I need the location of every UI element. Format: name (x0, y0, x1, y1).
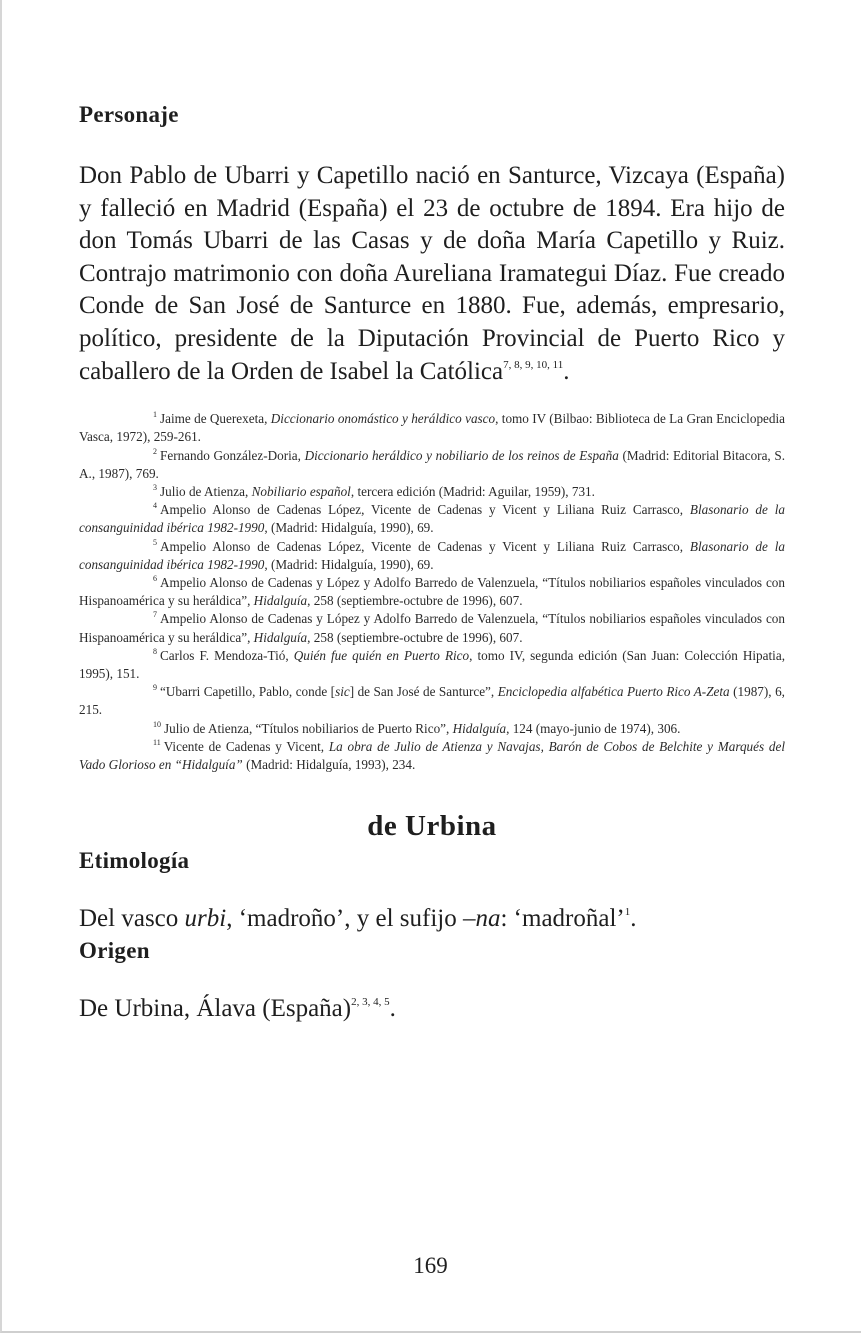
footnote-text: Julio de Atienza, (160, 483, 252, 499)
footnote-title: sic (335, 684, 350, 700)
footnote-number: 11 (153, 737, 161, 747)
footnote-text: “Ubarri Capetillo, Pablo, conde [ (160, 684, 336, 700)
footnote (79, 610, 785, 646)
page-content (79, 100, 785, 1026)
footnote-title: Hidalguía (253, 593, 308, 609)
footnote-text: Fernando González-Doria, (160, 447, 305, 463)
etymology-word: urbi (184, 905, 227, 933)
footnote-text: , (Madrid: Hidalguía, 1990), 69. (264, 556, 434, 572)
footnote-title: Diccionario onomástico y heráldico vasco (270, 411, 496, 427)
etymology-suffix: –na (462, 905, 501, 933)
origin-text: De Urbina, Álava (España) (79, 995, 352, 1023)
etymology-end: . (630, 905, 637, 933)
etymology-text: : ‘madroñal’ (500, 905, 625, 933)
footnote-title: Diccionario heráldico y nobiliario de los reinos de España (304, 447, 619, 463)
footnote-number: 9 (153, 683, 157, 693)
footnote-text: , tomo IV (Bilbao: Biblioteca de La Gran Enciclopedia Vasca, 1972), 259-261. (79, 411, 785, 445)
footnote-number: 3 (153, 482, 157, 492)
footnote-text: Jaime de Querexeta, (160, 411, 271, 427)
footnote-text: , 258 (septiembre-octubre de 1996), 607. (307, 593, 523, 609)
footnote-text: , (Madrid: Hidalguía, 1990), 69. (264, 520, 434, 536)
footnote-title: Blasonario de la consanguinidad ibérica 1982-1990 (79, 538, 785, 572)
footnote-title: Blasonario de la consanguinidad ibérica 1982-1990 (79, 502, 785, 536)
footnote-text: Julio de Atienza, “Títulos nobiliarios de Puerto Rico”, (164, 720, 453, 736)
footnote (79, 738, 785, 774)
footnote-text: , tercera edición (Madrid: Aguilar, 1959), 731. (350, 483, 595, 499)
etymology-text: , ‘madroño’, y el sufijo (226, 905, 463, 933)
footnote-text: , tomo IV, segunda edición (San Juan: Colección Hipatia, 1995), 151. (79, 647, 785, 681)
footnote-title: Nobiliario español (251, 483, 351, 499)
etymology-ref: 1 (624, 906, 631, 919)
origin-end: . (389, 995, 396, 1023)
footnote-number: 6 (153, 573, 157, 583)
footnote-number: 2 (153, 446, 157, 456)
footnote (79, 447, 785, 483)
footnote-text: , 124 (mayo-junio de 1974), 306. (506, 720, 681, 736)
personaje-text: Don Pablo de Ubarri y Capetillo nació en Santurce, Vizcaya (España) y falleció en Madrid (España) el 23 de octubre de 1894. Era hijo de don Tomás Ubarri de las Casas y de doña María Capetillo y Ruiz. Contrajo matrimonio con doña Aureliana Iramategui Díaz. Fue creado Conde de San José de Santurce en 1880. Fue, además, empresario, político, presidente de la Diputación Provincial de Puerto Rico y caballero de la Orden de Isabel la Católica (79, 162, 785, 385)
etymology-line (79, 902, 785, 936)
heading-etimologia: Etimología (79, 848, 190, 874)
footnote-title: Hidalguía (253, 629, 308, 645)
footnote-number: 10 (153, 719, 161, 729)
footnote-text: (1987), 6, 215. (79, 684, 785, 718)
personaje-paragraph (79, 160, 785, 388)
footnote-number: 8 (153, 646, 157, 656)
personaje-refs: 7, 8, 9, 10, 11 (503, 358, 564, 371)
footnote-number: 1 (153, 410, 157, 420)
footnotes (79, 410, 785, 774)
footnote (79, 647, 785, 683)
page-number: 169 (413, 1253, 448, 1278)
footnote-text: Vicente de Cadenas y Vicent, (163, 738, 329, 754)
footnote-text: Carlos F. Mendoza-Tió, (160, 647, 294, 663)
origin-line (79, 992, 785, 1026)
footnote (79, 683, 785, 719)
footnote-number: 5 (153, 537, 157, 547)
origin-refs: 2, 3, 4, 5 (351, 996, 390, 1009)
footnote-text: , 258 (septiembre-octubre de 1996), 607. (307, 629, 523, 645)
footnote (79, 483, 785, 501)
footnote-text: (Madrid: Editorial Bitacora, S. A., 1987), 769. (79, 447, 785, 481)
heading-personaje: Personaje (79, 102, 179, 127)
footnote (79, 574, 785, 610)
personaje-end: . (563, 357, 570, 385)
etymology-text: Del vasco (79, 905, 185, 933)
footnote-title: Enciclopedia alfabética Puerto Rico A-Zeta (497, 684, 730, 700)
footnote-text: Ampelio Alonso de Cadenas y López y Adolfo Barredo de Valenzuela, “Títulos nobiliarios españoles vinculados con Hispanoamérica y su heráldica”, (79, 574, 785, 609)
footnote-title: Hidalguía (452, 720, 507, 736)
footnote-number: 4 (153, 501, 157, 511)
entry-title: de Urbina (367, 810, 497, 843)
footnote-number: 7 (153, 610, 157, 620)
footnote-title: La obra de Julio de Atienza y Navajas, Barón de Cobos de Belchite y Marqués del Vado Glorioso en “Hidalguía” (79, 738, 785, 773)
heading-origen: Origen (79, 938, 150, 964)
footnote-text: Ampelio Alonso de Cadenas López, Vicente de Cadenas y Vicent y Liliana Ruiz Carrasco, (160, 538, 690, 554)
footnote-text: Ampelio Alonso de Cadenas López, Vicente de Cadenas y Vicent y Liliana Ruiz Carrasco, (160, 502, 690, 518)
footnote (79, 501, 785, 537)
footnote-text: ] de San José de Santurce”, (349, 684, 498, 700)
footnote (79, 720, 785, 738)
footnote (79, 410, 785, 446)
footnote-text: Ampelio Alonso de Cadenas y López y Adolfo Barredo de Valenzuela, “Títulos nobiliarios españoles vinculados con Hispanoamérica y su heráldica”, (79, 611, 785, 645)
footnote (79, 538, 785, 574)
footnote-text: (Madrid: Hidalguía, 1993), 234. (242, 757, 416, 773)
footnote-title: Quién fue quién en Puerto Rico (293, 647, 470, 663)
